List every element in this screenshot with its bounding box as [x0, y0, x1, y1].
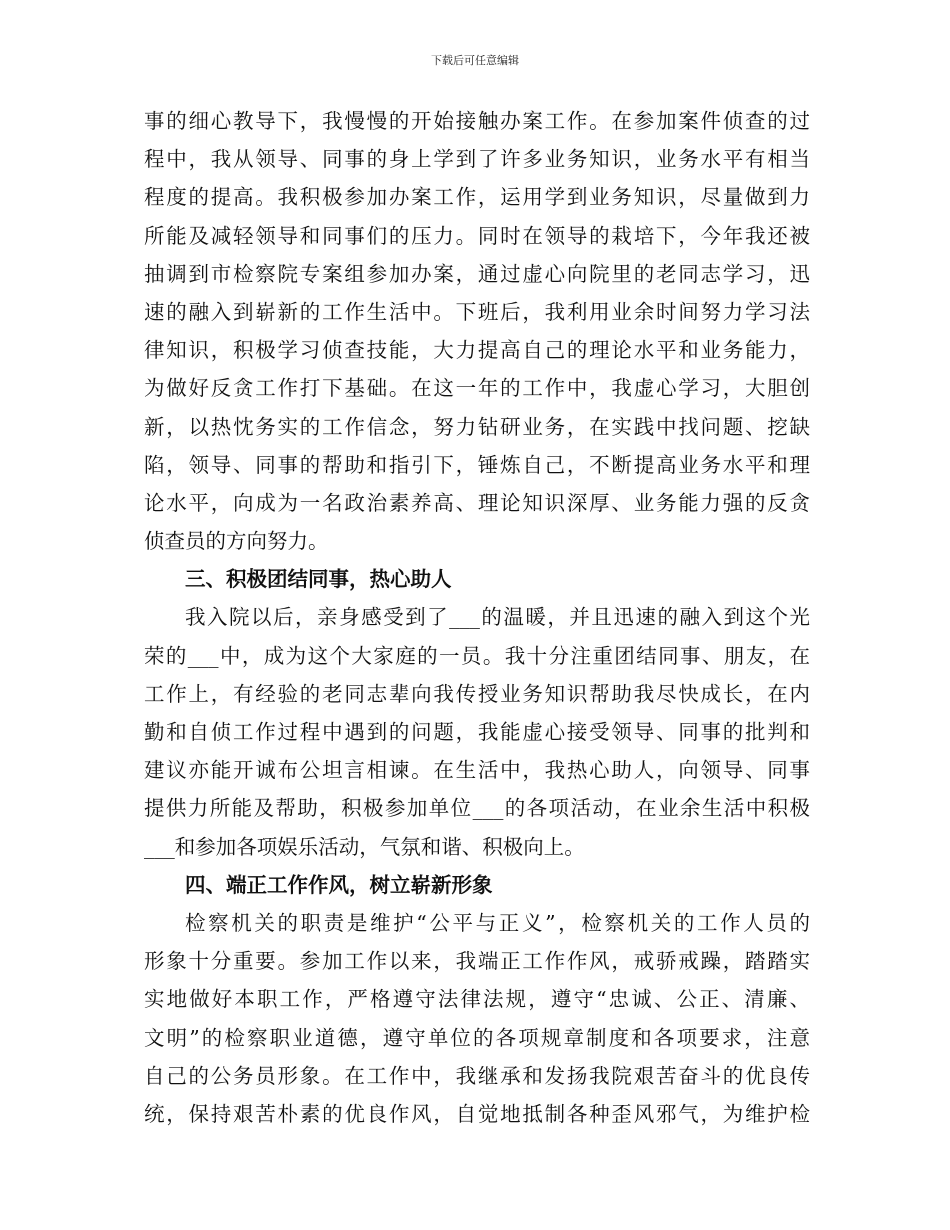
text-line: 工作上，有经验的老同志辈向我传授业务知识帮助我尽快成长，在内 [144, 681, 810, 706]
text-line: 形象十分重要。参加工作以来，我端正工作作风，戒骄戒躁，踏踏实 [144, 949, 810, 974]
text-line: 所能及减轻领导和同事们的压力。同时在领导的栽培下，今年我还被 [144, 223, 810, 248]
text-line: 荣的___中，成为这个大家庭的一员。我十分注重团结同事、朋友，在 [144, 643, 810, 668]
text-line: ___和参加各项娱乐活动，气氛和谐、积极向上。 [144, 834, 585, 859]
text-line: 为做好反贪工作打下基础。在这一年的工作中，我虚心学习，大胆创 [144, 376, 810, 401]
text-line: 新，以热忱务实的工作信念，努力钻研业务，在实践中找问题、挖缺 [144, 414, 810, 439]
paragraph-1 [144, 102, 810, 560]
text-line: 自己的公务员形象。在工作中，我继承和发扬我院艰苦奋斗的优良传 [144, 1063, 810, 1088]
text-line: 检察机关的职责是维护“公平与正义”，检察机关的工作人员的 [185, 910, 810, 935]
text-line: 律知识，积极学习侦查技能，大力提高自己的理论水平和业务能力， [144, 338, 810, 363]
section-heading-4: 四、端正工作作风，树立崭新形象 [185, 872, 493, 897]
text-line: 勤和自侦工作过程中遇到的问题，我能虚心接受领导、同事的批判和 [144, 720, 810, 744]
paragraph-2 [144, 598, 810, 865]
text-line: 建议亦能开诚布公坦言相谏。在生活中，我热心助人，向领导、同事 [144, 758, 810, 783]
text-line: 实地做好本职工作，严格遵守法律法规，遵守“忠诚、公正、清廉、 [144, 987, 810, 1012]
document-body [144, 102, 810, 1133]
text-line: 陷，领导、同事的帮助和指引下，锤炼自己，不断提高业务水平和理 [144, 452, 810, 477]
text-line: 侦查员的方向努力。 [144, 529, 329, 554]
text-line: 速的融入到崭新的工作生活中。下班后，我利用业余时间努力学习法 [144, 299, 810, 324]
section-heading-3: 三、积极团结同事，热心助人 [185, 567, 452, 592]
text-line: 抽调到市检察院专案组参加办案，通过虚心向院里的老同志学习，迅 [144, 261, 810, 286]
text-line: 论水平，向成为一名政治素养高、理论知识深厚、业务能力强的反贪 [144, 490, 810, 515]
text-line: 程度的提高。我积极参加办案工作，运用学到业务知识，尽量做到力 [144, 185, 810, 210]
text-line: 我入院以后，亲身感受到了___的温暖，并且迅速的融入到这个光 [185, 605, 810, 630]
text-line: 事的细心教导下，我慢慢的开始接触办案工作。在参加案件侦查的过 [144, 109, 810, 133]
text-line: 提供力所能及帮助，积极参加单位___的各项活动，在业余生活中积极 [144, 796, 810, 821]
page-header: 下载后可任意编辑 [431, 54, 519, 67]
paragraph-3 [144, 904, 810, 1133]
text-line: 统，保持艰苦朴素的优良作风，自觉地抵制各种歪风邪气，为维护检 [144, 1101, 810, 1126]
text-line: 程中，我从领导、同事的身上学到了许多业务知识，业务水平有相当 [144, 147, 810, 172]
text-line: 文明”的检察职业道德，遵守单位的各项规章制度和各项要求，注意 [144, 1025, 810, 1050]
